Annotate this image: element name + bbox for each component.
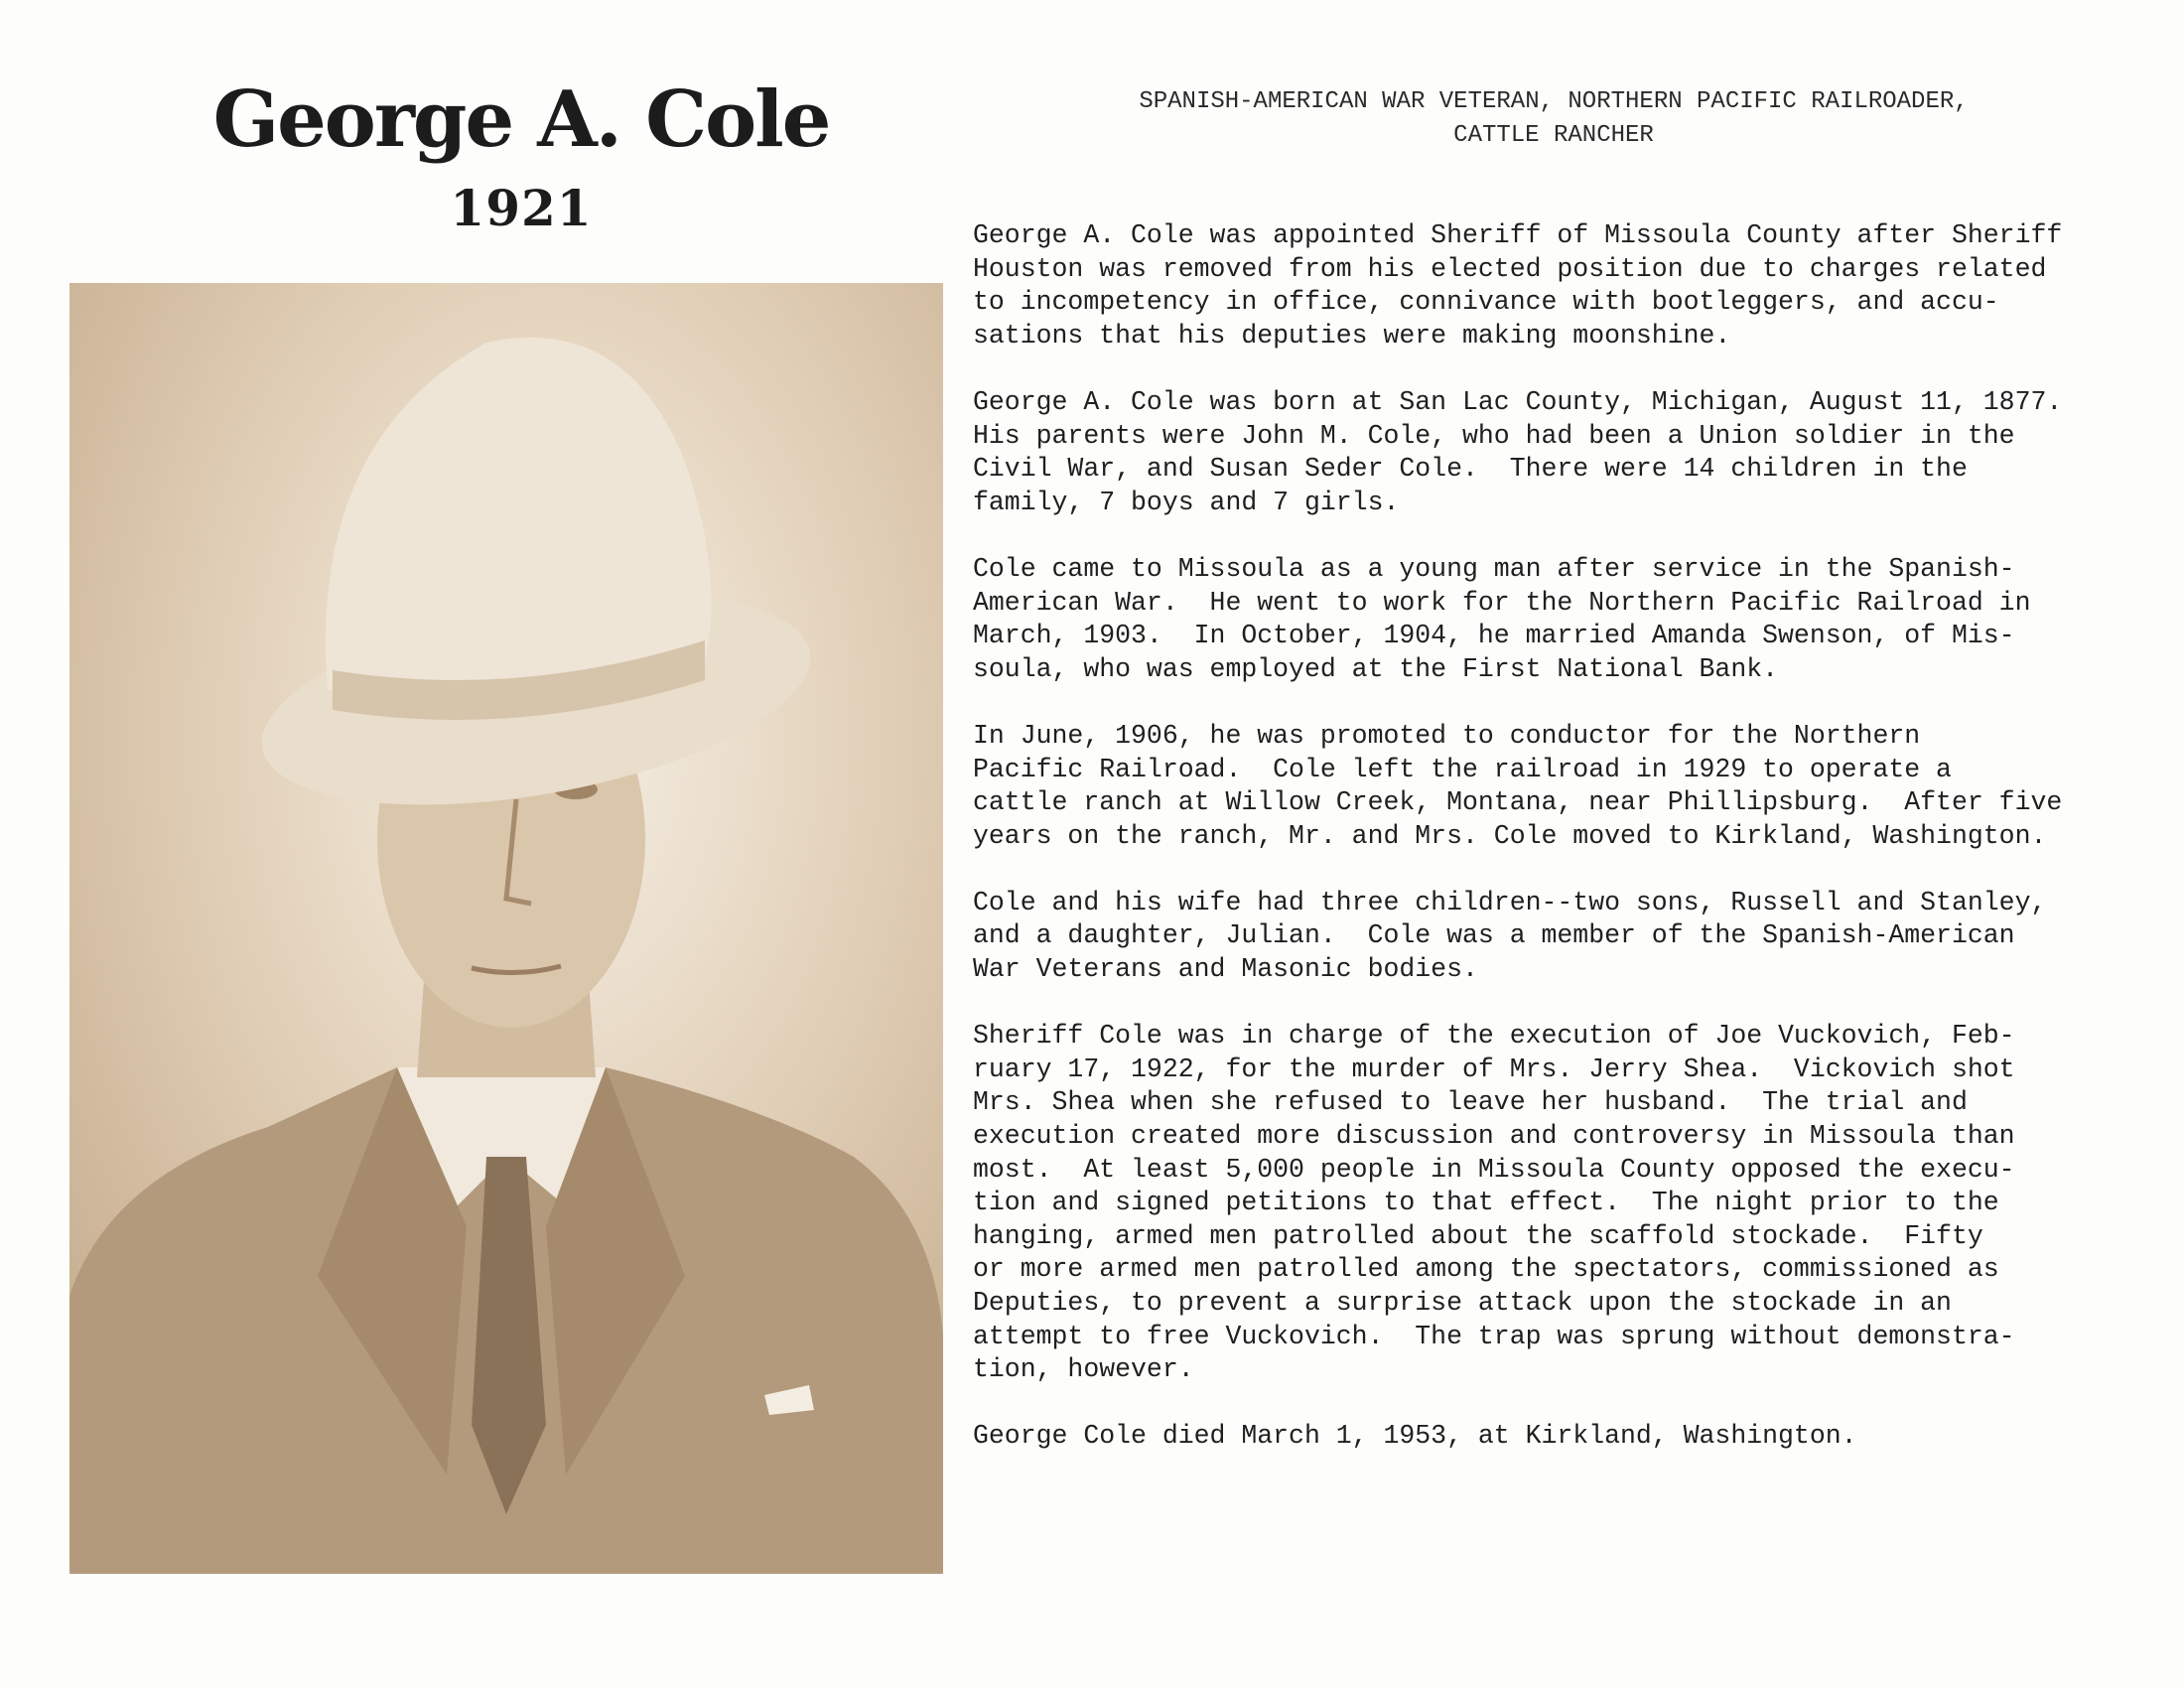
paragraph-line: His parents were John M. Cole, who had been a Union soldier in the xyxy=(973,420,2015,451)
paragraph-line: Civil War, and Susan Seder Cole. There were 14 children in the xyxy=(973,454,1968,485)
portrait-illustration xyxy=(69,283,943,1574)
subtitle-line: SPANISH-AMERICAN WAR VETERAN, NORTHERN PACIFIC RAILROADER, xyxy=(1139,88,1969,115)
paragraph-line: George A. Cole was born at San Lac County, Michigan, August 11, 1877. xyxy=(973,386,2063,417)
paragraph-line: ruary 17, 1922, for the murder of Mrs. Jerry Shea. Vickovich shot xyxy=(973,1054,2015,1084)
paragraph-line: execution created more discussion and controversy in Missoula than xyxy=(973,1121,2015,1152)
paragraph-6 xyxy=(973,1020,2144,1387)
paragraph-line: years on the ranch, Mr. and Mrs. Cole moved to Kirkland, Washington. xyxy=(973,820,2047,851)
paragraph-7 xyxy=(973,1420,2144,1454)
paragraph-line: Sheriff Cole was in charge of the execution of Joe Vuckovich, Feb- xyxy=(973,1021,2015,1052)
paragraph-line: cattle ranch at Willow Creek, Montana, near Phillipsburg. After five xyxy=(973,787,2063,818)
paragraph-line: sations that his deputies were making moonshine. xyxy=(973,320,1731,351)
paragraph-line: Deputies, to prevent a surprise attack upon the stockade in an xyxy=(973,1288,1952,1318)
paragraph-line: March, 1903. In October, 1904, he married Amanda Swenson, of Mis- xyxy=(973,621,2015,651)
year-label: 1921 xyxy=(450,179,593,237)
paragraph-line: War Veterans and Masonic bodies. xyxy=(973,954,1478,985)
paragraph-line: to incompetency in office, connivance with bootleggers, and accu- xyxy=(973,287,1999,318)
paragraph-line: tion and signed petitions to that effect. The night prior to the xyxy=(973,1188,1999,1218)
paragraph-line: Cole and his wife had three children--two sons, Russell and Stanley, xyxy=(973,887,2047,917)
title-block xyxy=(179,74,864,237)
paragraph-line: American War. He went to work for the Northern Pacific Railroad in xyxy=(973,587,2031,618)
paragraph-line: tion, however. xyxy=(973,1354,1194,1385)
subtitle xyxy=(993,85,2115,153)
paragraph-line: most. At least 5,000 people in Missoula County opposed the execu- xyxy=(973,1154,2015,1185)
paragraph-line: In June, 1906, he was promoted to conductor for the Northern xyxy=(973,720,1921,751)
portrait-photo xyxy=(69,283,943,1574)
paragraph-line: George Cole died March 1, 1953, at Kirkland, Washington. xyxy=(973,1421,1857,1452)
paragraph-line: family, 7 boys and 7 girls. xyxy=(973,487,1400,517)
paragraph-line: or more armed men patrolled among the spectators, commissioned as xyxy=(973,1254,1999,1285)
paragraph-line: Pacific Railroad. Cole left the railroad in 1929 to operate a xyxy=(973,754,1952,784)
biography-text xyxy=(973,219,2144,1487)
paragraph-2 xyxy=(973,386,2144,519)
paragraph-3 xyxy=(973,553,2144,686)
paragraph-line: attempt to free Vuckovich. The trap was sprung without demonstra- xyxy=(973,1321,2015,1351)
paragraph-line: Houston was removed from his elected position due to charges related xyxy=(973,253,2047,284)
page-title: George A. Cole xyxy=(212,74,830,165)
paragraph-line: hanging, armed men patrolled about the scaffold stockade. Fifty xyxy=(973,1220,1983,1251)
paragraph-line: soula, who was employed at the First National Bank. xyxy=(973,653,1779,684)
paragraph-5 xyxy=(973,887,2144,987)
paragraph-line: George A. Cole was appointed Sheriff of Missoula County after Sheriff xyxy=(973,220,2063,250)
paragraph-line: Mrs. Shea when she refused to leave her husband. The trial and xyxy=(973,1087,1968,1118)
subtitle-line: CATTLE RANCHER xyxy=(1453,122,1654,149)
paragraph-1 xyxy=(973,219,2144,352)
paragraph-4 xyxy=(973,720,2144,853)
paragraph-line: and a daughter, Julian. Cole was a member of the Spanish-American xyxy=(973,920,2015,951)
paragraph-line: Cole came to Missoula as a young man after service in the Spanish- xyxy=(973,553,2015,584)
